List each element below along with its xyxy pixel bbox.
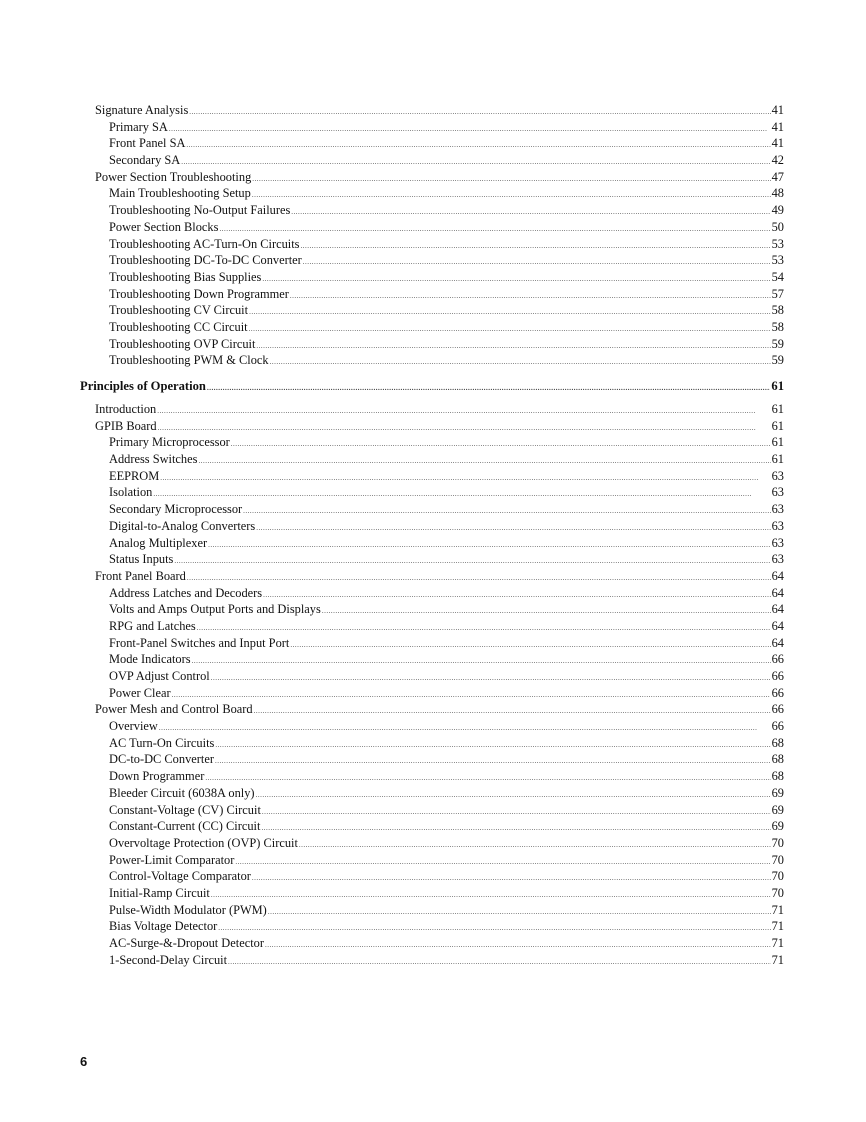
toc-entry-page: 49 (771, 203, 784, 218)
toc-dot-leader (218, 920, 770, 937)
toc-entry-page: 64 (771, 602, 784, 617)
toc-entry-page: 70 (771, 835, 784, 850)
toc-entry-title: Power Section Troubleshooting (95, 169, 252, 184)
toc-entry[interactable] (80, 352, 784, 369)
toc-dot-leader (160, 470, 770, 487)
toc-entry-title: Pulse-Width Modulator (PWM) (109, 902, 267, 917)
toc-entry-page: 71 (771, 902, 784, 917)
toc-entry-title: Troubleshooting DC-To-DC Converter (109, 253, 302, 268)
page-number: 6 (80, 1054, 88, 1069)
toc-dot-leader (252, 187, 771, 204)
toc-entry-title: 1-Second-Delay Circuit (109, 952, 228, 967)
toc-dot-leader (169, 121, 771, 138)
toc-entry-page: 70 (771, 885, 784, 900)
toc-entry-page: 69 (771, 785, 784, 800)
toc-entry-title: Constant-Voltage (CV) Circuit (109, 802, 261, 817)
toc-entry[interactable] (80, 286, 784, 303)
toc-entry-title: Front Panel Board (95, 568, 186, 583)
toc-entry-title: Bleeder Circuit (6038A only) (109, 785, 255, 800)
toc-entry[interactable] (80, 501, 784, 518)
toc-dot-leader (207, 379, 770, 397)
toc-entry[interactable] (80, 236, 784, 253)
toc-section-principles (80, 401, 784, 968)
toc-entry-page: 59 (771, 336, 784, 351)
toc-entry[interactable] (80, 768, 784, 785)
toc-entry[interactable] (80, 751, 784, 768)
toc-dot-leader (215, 753, 771, 770)
toc-entry-title: Front-Panel Switches and Input Port (109, 635, 290, 650)
toc-entry[interactable] (80, 551, 784, 568)
toc-entry-page: 64 (771, 585, 784, 600)
toc-dot-leader (189, 104, 770, 121)
toc-entry-title: Troubleshooting Down Programmer (109, 286, 289, 301)
toc-entry-title: Overview (109, 719, 158, 734)
toc-entry[interactable] (80, 102, 784, 119)
toc-entry[interactable] (80, 319, 784, 336)
toc-dot-leader (252, 870, 771, 887)
toc-dot-leader (187, 570, 771, 587)
toc-entry-page: 71 (771, 936, 784, 950)
toc-entry-title: Troubleshooting Bias Supplies (109, 269, 262, 284)
toc-entry[interactable] (80, 568, 784, 585)
toc-entry-page: 63 (771, 518, 784, 533)
toc-entry-page: 70 (771, 852, 784, 867)
toc-dot-leader (208, 537, 771, 554)
toc-entry-title: Troubleshooting OVP Circuit (109, 336, 256, 351)
toc-entry-title: Troubleshooting AC-Turn-On Circuits (109, 236, 300, 251)
toc-entry-page: 41 (771, 119, 784, 134)
toc-entry[interactable] (80, 585, 784, 602)
toc-entry-title: Control-Voltage Comparator (109, 869, 251, 884)
toc-entry-title: Main Troubleshooting Setup (109, 186, 251, 201)
toc-entry-page: 50 (771, 219, 784, 234)
toc-entry-page: 69 (771, 819, 784, 834)
toc-entry-page: 41 (771, 136, 784, 151)
toc-entry-title: Initial-Ramp Circuit (109, 885, 210, 900)
toc-entry-title: EEPROM (109, 468, 160, 483)
toc-entry[interactable] (80, 935, 784, 952)
toc-dot-leader (252, 171, 770, 188)
toc-dot-leader (211, 670, 771, 687)
toc-entry-title: Front Panel SA (109, 136, 186, 151)
toc-entry[interactable] (80, 785, 784, 802)
toc-entry[interactable] (80, 668, 784, 685)
toc-entry-page: 71 (771, 952, 784, 967)
toc-dot-leader (192, 653, 771, 670)
toc-entry-title: Introduction (95, 402, 157, 416)
toc-entry[interactable] (80, 152, 784, 169)
toc-dot-leader (186, 137, 770, 154)
toc-dot-leader (265, 937, 771, 954)
toc-entry-title: Isolation (109, 485, 153, 500)
toc-entry-page: 68 (771, 752, 784, 767)
toc-entry-page: 63 (771, 502, 784, 517)
toc-entry[interactable] (80, 468, 784, 485)
toc-entry[interactable] (80, 818, 784, 835)
toc-entry-title: RPG and Latches (109, 618, 196, 633)
toc-entry-page: 66 (771, 719, 784, 734)
toc-entry-page: 58 (771, 303, 784, 318)
toc-dot-leader (270, 354, 771, 371)
toc-dot-leader (249, 321, 771, 338)
toc-entry-page: 64 (771, 568, 784, 583)
toc-entry[interactable] (80, 434, 784, 451)
toc-dot-leader (290, 637, 770, 654)
toc-entry-title: Power Mesh and Control Board (95, 702, 253, 717)
toc-entry[interactable] (80, 635, 784, 652)
toc-entry[interactable] (80, 701, 784, 718)
toc-chapter-title: Principles of Operation (80, 379, 206, 393)
toc-dot-leader (322, 603, 771, 620)
toc-entry[interactable] (80, 918, 784, 935)
toc-entry[interactable] (80, 902, 784, 919)
toc-dot-leader (228, 954, 771, 971)
toc-entry[interactable] (80, 169, 784, 186)
toc-entry[interactable] (80, 618, 784, 635)
toc-entry[interactable] (80, 336, 784, 353)
toc-dot-leader (254, 703, 771, 720)
toc-entry[interactable] (80, 219, 784, 236)
toc-entry-title: Status Inputs (109, 552, 174, 567)
toc-dot-leader (153, 486, 770, 503)
toc-dot-leader (157, 403, 770, 420)
toc-entry[interactable] (80, 135, 784, 152)
toc-entry-title: Down Programmer (109, 769, 205, 784)
toc-entry[interactable] (80, 718, 784, 735)
toc-entry-page: 70 (771, 869, 784, 884)
toc-entry[interactable] (80, 601, 784, 618)
toc-entry[interactable] (80, 302, 784, 319)
toc-entry-page: 53 (771, 236, 784, 251)
toc-entry-title: Troubleshooting CC Circuit (109, 319, 248, 334)
toc-entry-page: 47 (771, 169, 784, 184)
toc-dot-leader (249, 304, 771, 321)
toc-entry-page: 66 (771, 652, 784, 667)
toc-entry-page: 64 (771, 635, 784, 650)
toc-dot-leader (263, 587, 771, 604)
toc-entry-page: 61 (771, 452, 784, 467)
toc-entry-page: 66 (771, 669, 784, 683)
table-of-contents (80, 102, 784, 968)
toc-entry[interactable] (80, 802, 784, 819)
toc-dot-leader (198, 453, 770, 470)
toc-entry-title: Power-Limit Comparator (109, 852, 235, 867)
toc-dot-leader (231, 436, 771, 453)
toc-entry-title: Analog Multiplexer (109, 535, 208, 550)
toc-entry-title: OVP Adjust Control (109, 669, 210, 683)
toc-entry-title: Address Switches (109, 452, 198, 467)
toc-section-troubleshooting (80, 102, 784, 369)
toc-dot-leader (256, 520, 770, 537)
toc-dot-leader (291, 204, 770, 221)
toc-dot-leader (256, 787, 771, 804)
toc-entry-title: Constant-Current (CC) Circuit (109, 819, 261, 834)
toc-entry-page: 41 (771, 103, 784, 117)
toc-entry-title: Overvoltage Protection (OVP) Circuit (109, 835, 298, 850)
toc-chapter-page: 61 (771, 379, 784, 393)
toc-dot-leader (174, 553, 770, 570)
toc-entry-title: Troubleshooting CV Circuit (109, 303, 249, 318)
toc-dot-leader (303, 254, 771, 271)
toc-entry[interactable] (80, 252, 784, 269)
toc-entry-title: Troubleshooting No-Output Failures (109, 203, 291, 218)
toc-entry-page: 48 (771, 186, 784, 201)
toc-entry-page: 61 (771, 402, 784, 416)
toc-entry-title: GPIB Board (95, 418, 157, 433)
toc-entry-page: 63 (771, 552, 784, 567)
toc-entry-page: 68 (771, 769, 784, 784)
toc-entry-title: Volts and Amps Output Ports and Displays (109, 602, 321, 617)
toc-dot-leader (159, 720, 771, 737)
toc-dot-leader (235, 854, 770, 871)
toc-entry-title: AC Turn-On Circuits (109, 735, 215, 750)
toc-entry[interactable] (80, 401, 784, 418)
toc-entry-page: 61 (771, 435, 784, 450)
toc-entry[interactable] (80, 835, 784, 852)
toc-entry-page: 53 (771, 253, 784, 268)
toc-entry-page: 58 (771, 319, 784, 334)
toc-entry-page: 63 (771, 485, 784, 500)
toc-dot-leader (268, 904, 771, 921)
toc-dot-leader (262, 804, 771, 821)
toc-dot-leader (290, 288, 771, 305)
toc-entry-title: Primary Microprocessor (109, 435, 230, 450)
toc-entry[interactable] (80, 952, 784, 969)
toc-dot-leader (172, 687, 771, 704)
toc-dot-leader (256, 338, 770, 355)
toc-entry-page: 63 (771, 535, 784, 550)
toc-dot-leader (262, 271, 770, 288)
toc-entry-title: Secondary SA (109, 153, 181, 168)
toc-dot-leader (211, 887, 771, 904)
toc-dot-leader (205, 770, 770, 787)
toc-entry[interactable] (80, 185, 784, 202)
toc-entry-page: 66 (771, 685, 784, 700)
toc-dot-leader (300, 238, 770, 255)
toc-entry-title: DC-to-DC Converter (109, 752, 214, 767)
toc-entry[interactable] (80, 518, 784, 535)
toc-entry-page: 61 (771, 418, 784, 433)
toc-entry-page: 68 (771, 735, 784, 750)
toc-entry-title: Bias Voltage Detector (109, 919, 218, 934)
toc-dot-leader (243, 503, 770, 520)
toc-entry-title: Digital-to-Analog Converters (109, 518, 256, 533)
toc-entry-page: 66 (771, 702, 784, 717)
toc-entry[interactable] (80, 119, 784, 136)
toc-entry-title: Troubleshooting PWM & Clock (109, 353, 269, 368)
toc-entry[interactable] (80, 418, 784, 435)
toc-entry-title: Secondary Microprocessor (109, 502, 243, 517)
toc-entry[interactable] (80, 868, 784, 885)
toc-entry-title: Mode Indicators (109, 652, 191, 667)
toc-entry[interactable] (80, 685, 784, 702)
toc-entry[interactable] (80, 202, 784, 219)
toc-dot-leader (181, 154, 770, 171)
toc-dot-leader (215, 737, 770, 754)
toc-entry-title: AC-Surge-&-Dropout Detector (109, 936, 264, 950)
toc-entry[interactable] (80, 735, 784, 752)
toc-entry[interactable] (80, 484, 784, 501)
toc-entry[interactable] (80, 451, 784, 468)
toc-entry[interactable] (80, 852, 784, 869)
toc-entry-title: Primary SA (109, 119, 168, 134)
toc-entry[interactable] (80, 269, 784, 286)
toc-dot-leader (261, 820, 770, 837)
toc-entry-page: 42 (771, 153, 784, 168)
toc-entry[interactable] (80, 885, 784, 902)
toc-entry-page: 63 (771, 468, 784, 483)
toc-entry[interactable] (80, 651, 784, 668)
toc-chapter-entry[interactable] (80, 377, 784, 395)
toc-entry-title: Power Section Blocks (109, 219, 219, 234)
toc-entry-page: 57 (771, 286, 784, 301)
toc-dot-leader (219, 221, 770, 238)
toc-entry-page: 54 (771, 269, 784, 284)
toc-entry-page: 59 (771, 353, 784, 368)
toc-dot-leader (158, 420, 771, 437)
toc-entry-title: Power Clear (109, 685, 171, 700)
toc-entry-title: Signature Analysis (95, 103, 189, 117)
toc-entry-page: 71 (771, 919, 784, 934)
toc-entry-title: Address Latches and Decoders (109, 585, 263, 600)
toc-entry[interactable] (80, 535, 784, 552)
toc-entry-page: 69 (771, 802, 784, 817)
toc-entry-page: 64 (771, 618, 784, 633)
toc-dot-leader (299, 837, 771, 854)
